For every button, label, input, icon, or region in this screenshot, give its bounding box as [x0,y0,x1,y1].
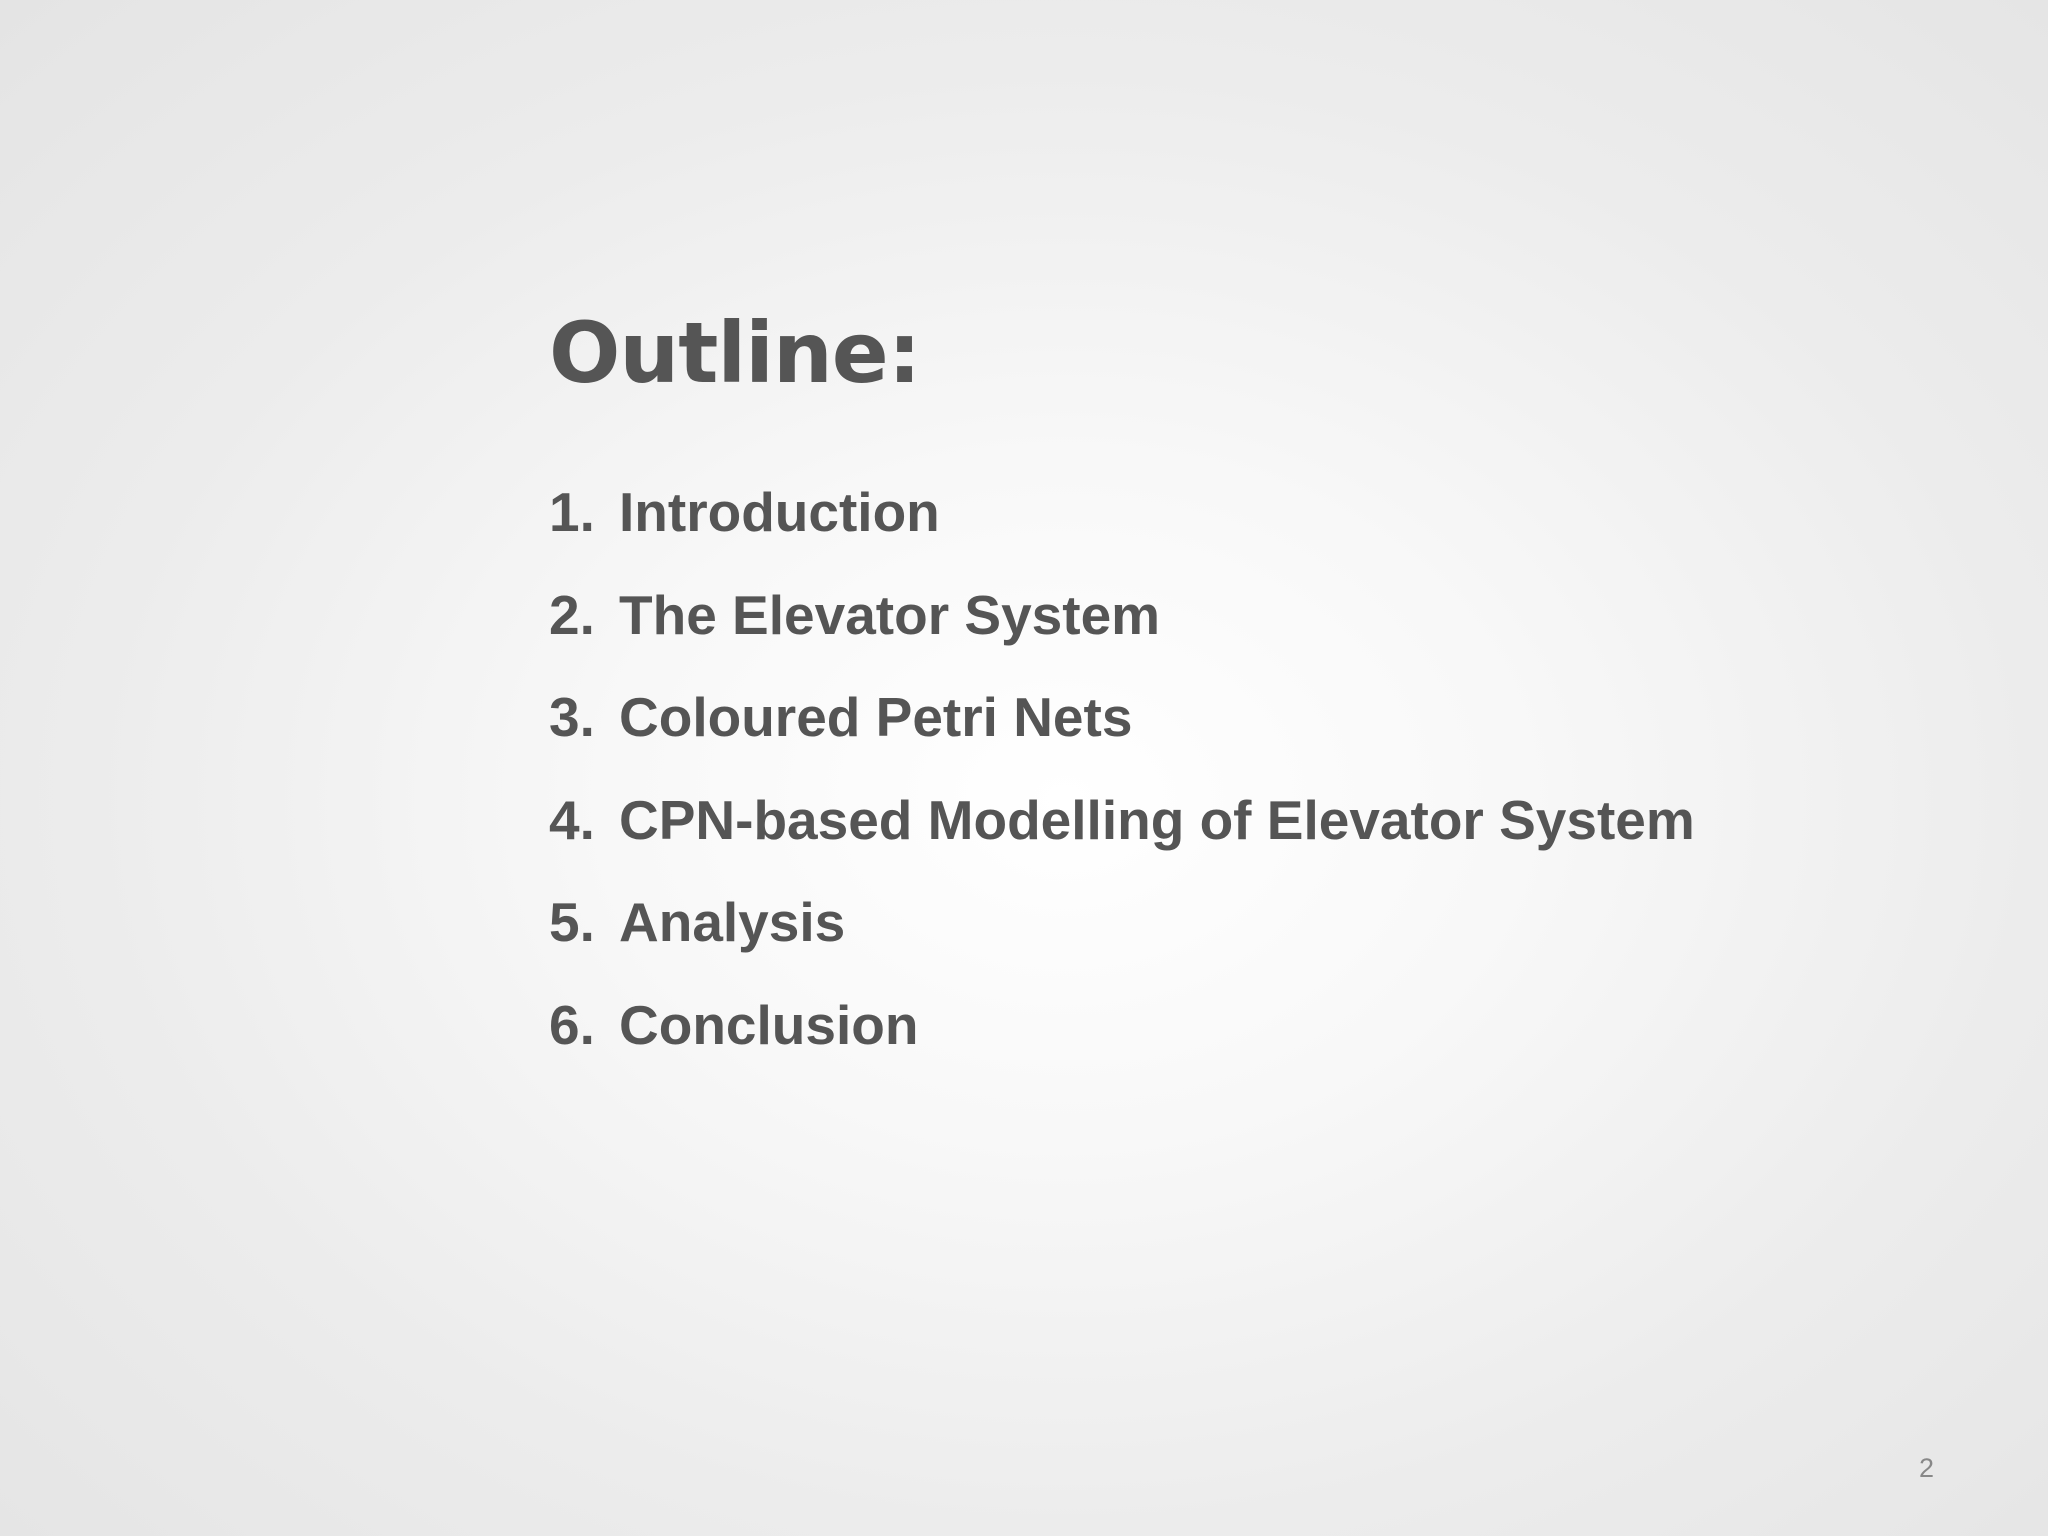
outline-item-number: 5. [549,891,595,953]
outline-item-analysis [549,886,1695,989]
outline-item-number: 1. [549,481,595,543]
outline-item-number: 3. [549,686,595,748]
outline-item-cpn-modelling [549,784,1695,887]
outline-item-label: CPN-based Modelling of Elevator System [619,788,1695,851]
outline-item-number: 4. [549,788,595,851]
outline-list [549,476,1695,1091]
outline-item-label: Analysis [619,891,846,953]
outline-item-elevator-system [549,579,1695,682]
outline-item-coloured-petri-nets [549,681,1695,784]
outline-item-conclusion [549,989,1695,1092]
outline-item-label: Conclusion [619,993,919,1056]
outline-item-label: Introduction [619,481,940,543]
outline-item-label: Coloured Petri Nets [619,686,1133,748]
outline-item-number: 2. [549,583,595,646]
outline-item-number: 6. [549,993,595,1056]
page-number: 2 [1918,1453,1934,1483]
outline-item-introduction [549,476,1695,579]
slide-title: Outline: [549,304,921,402]
outline-item-label: The Elevator System [619,583,1161,646]
